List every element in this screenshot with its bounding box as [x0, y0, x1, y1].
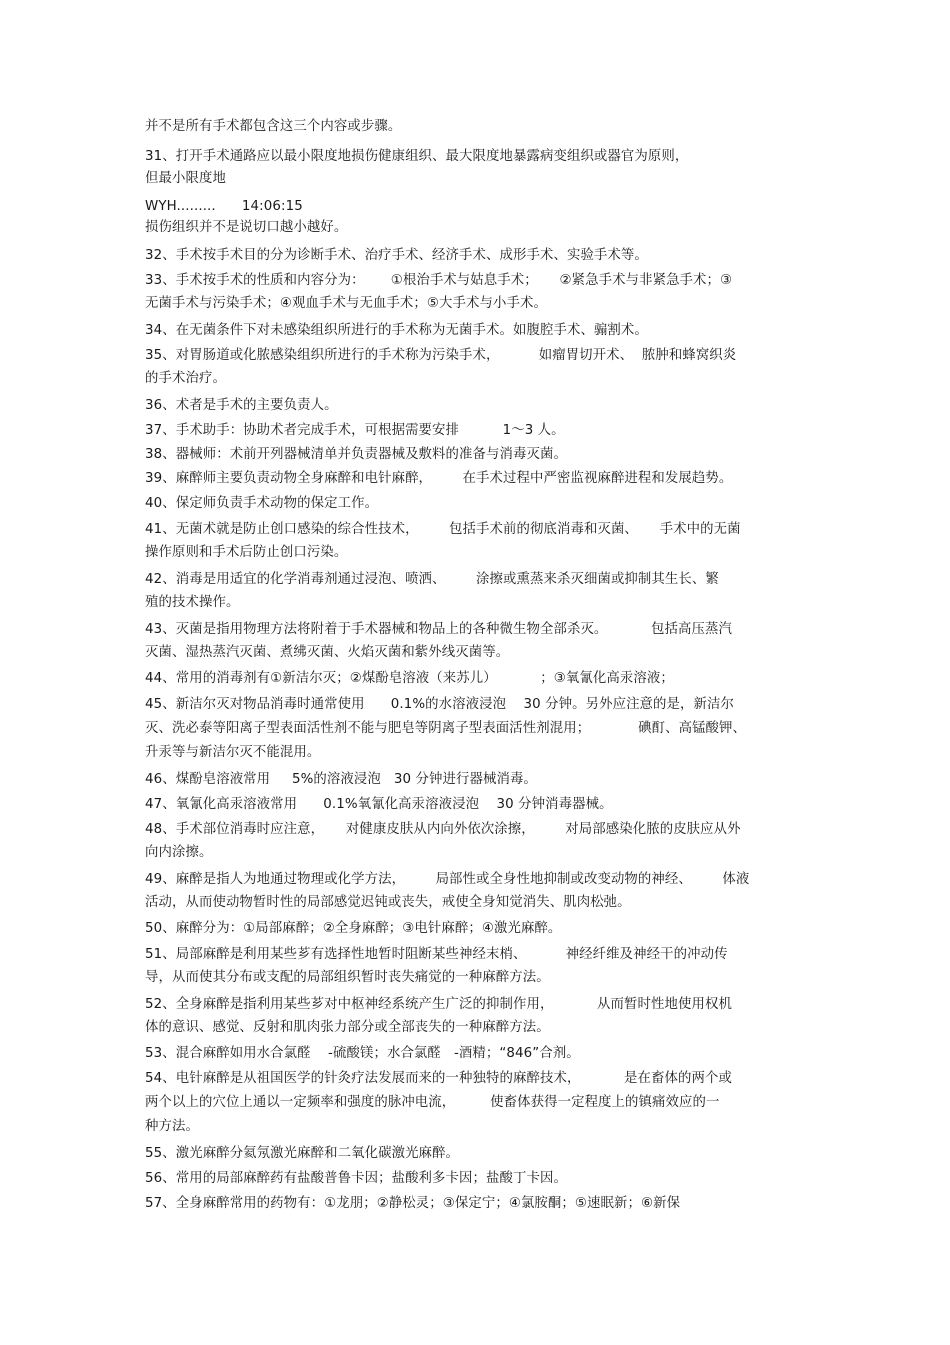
text-line: 的手术治疗。: [145, 371, 226, 386]
text-line: 47、氧氰化高汞溶液常用 0.1%氧氰化高汞溶液浸泡 30 分钟消毒器械。: [145, 797, 613, 812]
text-line: 41、无菌术就是防止创口感染的综合性技术， 包括手术前的彻底消毒和灭菌、 手术中的无菌: [145, 522, 741, 537]
text-line: 42、消毒是用适宜的化学消毒剂通过浸泡、喷洒、 涂擦或熏蒸来杀灭细菌或抑制其生长、繁: [145, 572, 719, 587]
text-line: 并不是所有手术都包含这三个内容或步骤。: [145, 119, 402, 134]
text-line: 31、打开手术通路应以最小限度地损伤健康组织、最大限度地暴露病变组织或器官为原则，: [145, 149, 689, 164]
text-line: 48、手术部位消毒时应注意， 对健康皮肤从内向外依次涂擦， 对局部感染化脓的皮肤应从外: [145, 822, 741, 837]
text-line: 两个以上的穴位上通以一定频率和强度的脉冲电流， 使畜体获得一定程度上的镇痛效应的一: [145, 1095, 720, 1110]
text-line: 44、常用的消毒剂有①新洁尔灭；②煤酚皂溶液（来苏儿） ；③氧氰化高汞溶液；: [145, 671, 674, 686]
text-line: 45、新洁尔灭对物品消毒时通常使用 0.1%的水溶液浸泡 30 分钟。另外应注意的是，新洁尔: [145, 697, 734, 712]
text-line: 37、手术助手：协助术者完成手术，可根据需要安排 1～3 人。: [145, 423, 565, 438]
text-line: 殖的技术操作。: [145, 595, 240, 610]
text-line: WYH......... 14:06:15: [145, 199, 303, 214]
text-line: 54、电针麻醉是从祖国医学的针灸疗法发展而来的一种独特的麻醉技术， 是在畜体的两个或: [145, 1071, 732, 1086]
text-line: 种方法。: [145, 1119, 199, 1134]
text-line: 40、保定师负责手术动物的保定工作。: [145, 496, 379, 511]
text-line: 35、对胃肠道或化脓感染组织所进行的手术称为污染手术， 如瘤胃切开术、 脓肿和蜂窝织炎: [145, 348, 737, 363]
text-line: 46、煤酚皂溶液常用 5%的溶液浸泡 30 分钟进行器械消毒。: [145, 772, 537, 787]
text-line: 无菌手术与污染手术；④观血手术与无血手术；⑤大手术与小手术。: [145, 296, 547, 311]
text-line: 活动，从而使动物暂时性的局部感觉迟钝或丧失，戒使全身知觉消失、肌肉松弛。: [145, 895, 631, 910]
text-line: 56、常用的局部麻醉药有盐酸普鲁卡因；盐酸利多卡因；盐酸丁卡因。: [145, 1171, 567, 1186]
text-line: 50、麻醉分为：①局部麻醉；②全身麻醉；③电针麻醉；④激光麻醉。: [145, 921, 562, 936]
text-line: 灭、洗必泰等阳离子型表面活性剂不能与肥皂等阴离子型表面活性剂混用； 碘酊、高锰酸钾、: [145, 721, 747, 736]
text-line: 36、术者是手术的主要负责人。: [145, 398, 338, 413]
text-line: 33、手术按手术的性质和内容分为： ①根治手术与姑息手术； ②紧急手术与非紧急手术；③: [145, 273, 733, 288]
text-line: 43、灭菌是指用物理方法将附着于手术器械和物品上的各种微生物全部杀灭。 包括高压蒸汽: [145, 622, 732, 637]
text-line: 34、在无菌条件下对未感染组织所进行的手术称为无菌手术。如腹腔手术、骟割术。: [145, 323, 648, 338]
text-line: 体的意识、感觉、反射和肌肉张力部分或全部丧失的一种麻醉方法。: [145, 1020, 550, 1035]
text-line: 39、麻醉师主要负责动物全身麻醉和电针麻醉， 在手术过程中严密监视麻醉进程和发展趋势。: [145, 471, 733, 486]
text-line: 32、手术按手术目的分为诊断手术、治疗手术、经济手术、成形手术、实验手术等。: [145, 248, 648, 263]
text-line: 但最小限度地: [145, 171, 226, 186]
text-line: 灭菌、湿热蒸汽灭菌、煮绋灭菌、火焰灭菌和紫外线灭菌等。: [145, 645, 510, 660]
text-line: 向内涂擦。: [145, 845, 213, 860]
text-line: 38、器械师：术前开列器械清单并负责器械及敷料的准备与消毒灭菌。: [145, 447, 567, 462]
text-line: 升汞等与新洁尔灭不能混用。: [145, 745, 321, 760]
text-line: 52、全身麻醉是指利用某些芗对中枢神经系统产生广泛的抑制作用， 从而暂时性地使用权机: [145, 997, 732, 1012]
text-line: 55、激光麻醉分氦氖激光麻醉和二氧化碳激光麻醉。: [145, 1146, 460, 1161]
text-line: 损伤组织并不是说切口越小越好。: [145, 220, 348, 235]
text-line: 53、混合麻醉如用水合氯醛 -硫酸镁；水合氯醛 -酒精；“846”合剂。: [145, 1046, 580, 1061]
text-line: 导，从而使其分布或支配的局部组织暂时丧失痛觉的一种麻醉方法。: [145, 970, 550, 985]
text-line: 操作原则和手术后防止创口污染。: [145, 545, 348, 560]
text-line: 51、局部麻醉是利用某些芗有选择性地暂时阻断某些神经末梢、 神经纤维及神经干的冲动传: [145, 947, 728, 962]
text-line: 57、全身麻醉常用的药物有：①龙朋；②静松灵；③保定宁；④氯胺酮；⑤速眠新；⑥新保: [145, 1196, 681, 1211]
text-line: 49、麻醉是指人为地通过物理或化学方法， 局部性或全身性地抑制或改变动物的神经、 体液: [145, 872, 750, 887]
